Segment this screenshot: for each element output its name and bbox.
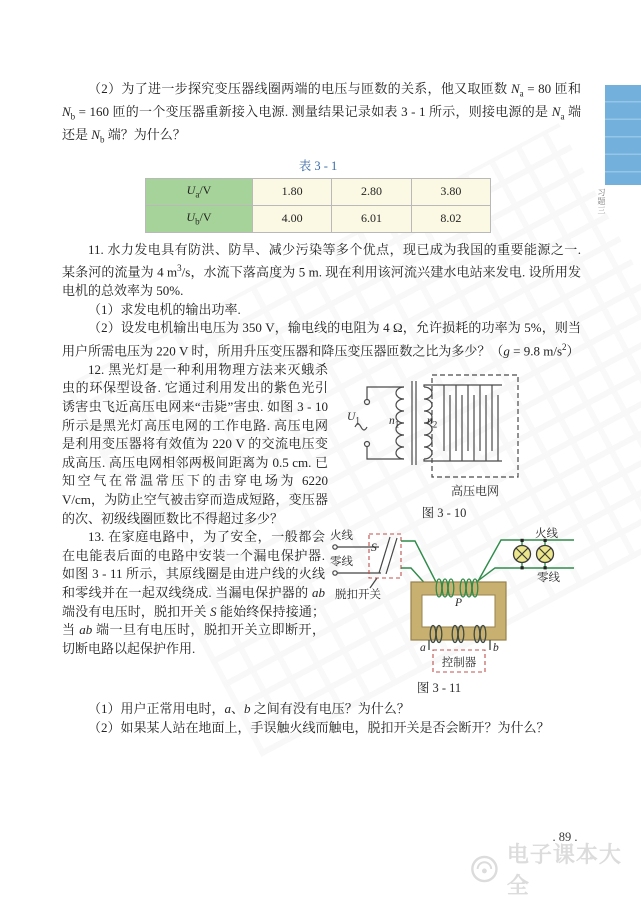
fig310-grid-label: 高压电网 [450,483,499,498]
table-cell: 3.80 [411,178,490,205]
fig-3-11-circuit-drawing [329,528,581,698]
fig-3-10-circuit-drawing [334,365,581,523]
problem-11-q2: （2）设发电机输出电压为 350 V，输电线的电阻为 4 Ω，允许损耗的功率为 5%，则当用户所需电压为 220 V 时，所用升压变压器和降压变压器匝数之比为多少？（g = 9.8 $m/s^2$） [62,320,581,359]
chapter-side-tab [605,85,641,185]
problem-13-q2: （2）如果某人站在地面上，手误触火线而触电，脱扣开关是否会断开？为什么？ [88,719,550,735]
table-cell: 2.80 [332,178,411,205]
figure-3-10 [334,365,581,523]
fig311-live-wire-right-label: 火线 [535,528,558,541]
fig311-trip-switch-label: 脱扣开关 [335,589,381,602]
fig311-live-wire-left-label: 火线 [330,530,353,543]
question-2-paragraph: （2）为了进一步探究变压器线圈两端的电压与匝数的关系，他又取匝数 $N_a = 80$ 匝和 $N_b = 160$ 匝的一个变压器重新接入电源. 测量结果记录如表 3 - 1 所示，则接电源的是 $N_a$ 端还是 $N_b$ 端？为什么？ [62,81,581,145]
fig311-neutral-wire-left-label: 零线 [330,556,353,569]
fig311-terminal-a-label: a [420,642,426,655]
row-header-ub: $U_b/V$ [146,205,253,232]
problem-12-body: 12. 黑光灯是一种利用物理方法来灭蛾杀虫的环保型设备. 它通过利用发出的紫色光引诱害虫飞近高压电网来“击毙”害虫. 如图 3 - 10 所示是黑光灯高压电网的工作电路. 高压电网是利用变压器将有效值为 220 V 的交流电压变成高压. 高压电网相邻两极间距离为 0.5 cm. 已知空气在常温常压下的击穿电场为 6220 V/cm，为防止空气被击穿而造成短路，变压器的次、初级线圈匝数比不得超过多少？ [62,361,328,526]
table-caption: 表 3 - 1 [298,158,338,173]
fig310-primary-coil-label: $n_1$ [389,414,400,430]
table-cell: 8.02 [411,205,490,232]
table-cell: 6.01 [332,205,411,232]
brand-logo-icon [468,852,501,886]
fig311-terminal-b-label: b [493,642,499,655]
fig310-secondary-coil-label: $n_2$ [427,414,438,430]
fig310-caption: 图 3 - 10 [421,505,467,520]
problem-13-q1: （1）用户正常用电时，a、b 之间有没有电压？为什么？ [88,701,410,717]
table-cell: 1.80 [253,178,332,205]
fig310-source-label: $U_1$ [347,410,360,426]
problem-11-body: 11. 水力发电具有防洪、防旱、减少污染等多个优点，现已成为我国的重要能源之一. 某条河的流量为 4 $m^3/s$，水流下落高度为 5 m. 现在利用该河流兴建水电站来发电. 设所用发电机的总效率为 50%. [62,241,581,299]
fig311-neutral-wire-right-label: 零线 [537,572,560,585]
figure-3-11 [329,528,581,698]
table-cell: 4.00 [253,205,332,232]
table-row [146,178,491,205]
problem-13-body: 13. 在家庭电路中，为了安全，一般都会在电能表后面的电路中安装一个漏电保护器. 如图 3 - 11 所示，其原线圈是由进户线的火线和零线并在一起双线绕成. 当漏电保护器的 ab 端没有电压时，脱扣开关 S 能始终保持接通；当 ab 端一旦有电压时，脱扣开关立即断开，切断电路以起保护作用. [62,529,325,656]
table-row [146,205,491,232]
page-number: . 89 . [552,830,578,844]
fig311-switch-label: S [371,542,377,555]
side-tab-label: 习题三 [597,188,606,215]
table-3-1 [145,178,491,233]
fig311-controller-label: 控制器 [441,657,477,670]
brand-watermark [468,842,640,898]
brand-watermark-text: 电子课本大全 [506,842,622,898]
page-content [62,80,581,737]
problem-11-q1: （1）求发电机的输出功率. [88,301,241,317]
row-header-ua: $U_a/V$ [146,178,253,205]
fig311-caption: 图 3 - 11 [416,681,462,696]
fig311-core-label: P [455,597,463,610]
